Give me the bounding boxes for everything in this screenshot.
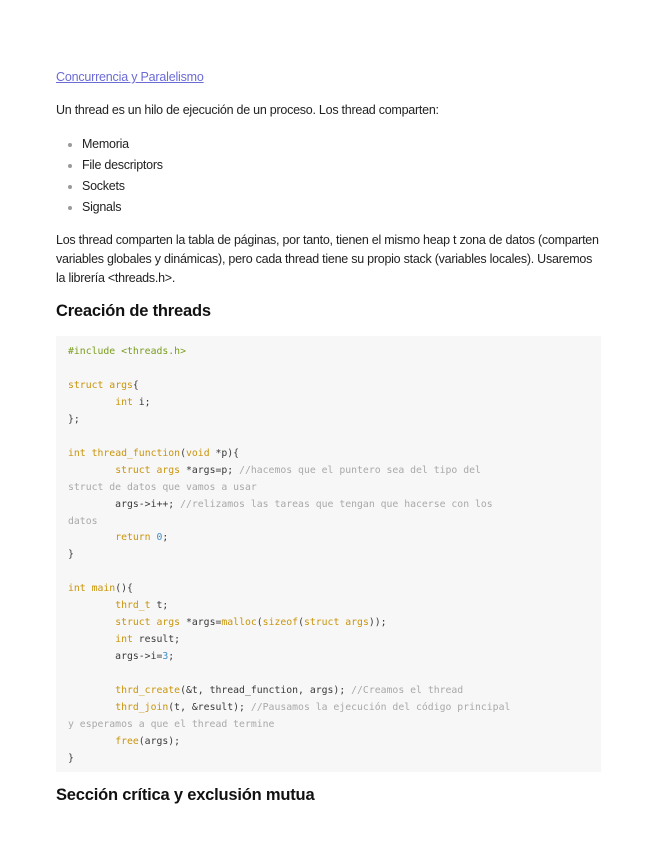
code-token: args [345, 617, 369, 629]
code-token: result; [132, 634, 181, 646]
code-token [68, 600, 115, 611]
code-token: //hacemos que el puntero sea del tipo del [239, 464, 481, 476]
code-line [68, 361, 589, 378]
code-line [68, 666, 589, 683]
code-token: i; [132, 396, 151, 408]
intro-paragraph: Un thread es un hilo de ejecución de un proceso. Los thread comparten: [56, 103, 439, 117]
code-token: int [115, 396, 133, 408]
code-line [68, 547, 589, 564]
code-token: thread_function [91, 447, 181, 459]
code-token: void [186, 447, 210, 459]
code-token: struct [115, 464, 151, 476]
code-token [68, 397, 115, 408]
code-token: thrd_join [115, 702, 169, 714]
code-token: ; [162, 532, 169, 544]
bullet-icon [68, 143, 72, 147]
code-line [68, 378, 589, 395]
code-block [56, 336, 601, 772]
code-line [68, 463, 589, 480]
code-line [68, 632, 589, 649]
code-line [68, 514, 589, 531]
breadcrumb-link[interactable]: Concurrencia y Paralelismo [56, 70, 204, 84]
code-token: args->i++; [68, 498, 181, 510]
code-line [68, 700, 589, 717]
code-line [68, 564, 589, 581]
code-token: t; [150, 600, 169, 612]
code-line [68, 530, 589, 547]
list-item: Sockets [56, 176, 163, 197]
code-line [68, 649, 589, 666]
code-token: { [132, 379, 139, 391]
code-token: //relizamos las tareas que tengan que hacerse con los [180, 498, 493, 510]
code-token: ( [256, 617, 263, 629]
code-token: args [156, 464, 181, 476]
code-token: return [115, 532, 151, 544]
code-token: (){ [115, 583, 133, 595]
code-token: main [91, 583, 116, 595]
code-token: thrd_create [115, 685, 181, 697]
code-token: }; [68, 413, 80, 425]
code-token: thrd_t [115, 600, 151, 612]
list-item: Signals [56, 197, 163, 218]
code-token: struct [68, 379, 104, 391]
code-token: ( [180, 447, 186, 459]
code-token [68, 634, 115, 645]
code-token: int [115, 634, 133, 646]
code-token [68, 532, 115, 543]
code-content [68, 344, 589, 768]
code-token: datos [68, 515, 98, 527]
code-token: 3 [162, 651, 169, 663]
code-token: sizeof [262, 617, 299, 629]
code-token: )); [368, 617, 387, 629]
section-heading-critical: Sección crítica y exclusión mutua [56, 786, 315, 804]
code-token: ( [298, 617, 304, 629]
code-token [68, 736, 115, 747]
code-token: (&t, thread_function, args); [180, 685, 352, 697]
code-token: args->i= [68, 651, 163, 663]
code-token: struct [115, 617, 151, 629]
code-line [68, 344, 589, 361]
code-token: //Creamos el thread [351, 685, 464, 697]
code-token: free [115, 735, 139, 747]
code-line [68, 751, 589, 768]
code-line [68, 734, 589, 751]
code-token [68, 702, 115, 713]
section-heading-creation: Creación de threads [56, 302, 211, 320]
code-line [68, 581, 589, 598]
code-token: struct [303, 617, 340, 629]
code-token: y esperamos a que el thread termine [68, 718, 275, 730]
threads-paragraph: Los thread comparten la tabla de páginas, por tanto, tienen el mismo heap t zona de datos (comparten variables globales y dinámicas), pero cada thread tiene su propio stack (variables locales). Usaremos la librería <threads.h>. [56, 233, 599, 285]
code-token: *args= [180, 617, 222, 629]
shared-resources-list [56, 134, 163, 218]
code-line [68, 717, 589, 734]
code-line [68, 683, 589, 700]
code-token [68, 617, 115, 628]
bullet-icon [68, 206, 72, 210]
code-line [68, 615, 589, 632]
code-token: } [68, 549, 74, 561]
code-token: args [156, 617, 181, 629]
code-token: *args=p; [180, 464, 240, 476]
code-line [68, 412, 589, 429]
code-line [68, 598, 589, 615]
code-token: *p){ [209, 447, 240, 459]
code-token: int [68, 447, 86, 459]
code-token: ; [168, 651, 175, 663]
code-token [68, 465, 115, 476]
bullet-icon [68, 164, 72, 168]
code-token: #include <threads.h> [68, 346, 186, 357]
code-token: (args); [138, 735, 181, 747]
code-token: 0 [156, 532, 163, 544]
list-item: Memoria [56, 134, 163, 155]
code-token: struct de datos que vamos a usar [68, 481, 257, 493]
list-item: File descriptors [56, 155, 163, 176]
code-line [68, 480, 589, 497]
code-line [68, 497, 589, 514]
bullet-icon [68, 185, 72, 189]
code-line [68, 395, 589, 412]
code-token: malloc [221, 617, 257, 629]
code-line [68, 446, 589, 463]
code-token: int [68, 583, 86, 595]
code-token: //Pausamos la ejecución del código principal [250, 702, 511, 714]
code-line [68, 429, 589, 446]
code-token [68, 685, 115, 696]
code-token: (t, &result); [168, 702, 251, 714]
code-token: args [109, 379, 133, 391]
code-token: } [68, 752, 74, 764]
